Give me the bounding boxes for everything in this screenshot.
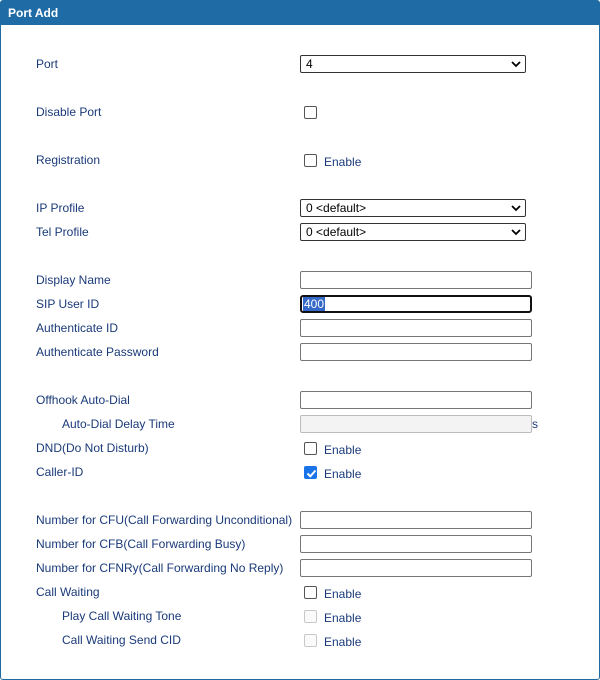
row-port (1, 54, 599, 74)
row-tel-profile (1, 222, 599, 242)
ip-profile-select[interactable] (300, 199, 526, 217)
row-ip-profile (1, 198, 599, 218)
dnd-enable-label: Enable (324, 443, 362, 457)
row-disable-port (1, 102, 599, 122)
call-waiting-send-cid-enable-label: Enable (324, 635, 362, 649)
cfb-input[interactable] (300, 535, 532, 553)
row-authenticate-id (1, 318, 599, 338)
cfu-label: Number for CFU(Call Forwarding Unconditional) (36, 513, 293, 527)
dnd-enable-checkbox[interactable] (304, 442, 317, 455)
row-caller-id (1, 462, 599, 482)
auto-dial-delay-unit: s (532, 417, 538, 431)
cfu-input[interactable] (300, 511, 532, 529)
checkmark-icon (306, 468, 317, 479)
row-cfnry (1, 558, 599, 578)
sip-user-id-label: SIP User ID (36, 297, 100, 311)
call-waiting-label: Call Waiting (36, 585, 100, 599)
row-call-waiting (1, 582, 599, 602)
row-auto-dial-delay-time (1, 414, 599, 434)
disable-port-checkbox[interactable] (304, 106, 317, 119)
port-select-value: 4 (306, 57, 313, 71)
cfnry-input[interactable] (300, 559, 532, 577)
row-call-waiting-send-cid (1, 630, 599, 650)
sip-user-id-value: 400 (304, 297, 325, 311)
registration-label: Registration (36, 153, 101, 167)
display-name-label: Display Name (36, 273, 111, 287)
play-call-waiting-tone-label: Play Call Waiting Tone (62, 609, 182, 623)
panel-title: Port Add (1, 1, 599, 25)
auto-dial-delay-time-input (300, 415, 532, 433)
sip-user-id-input[interactable] (300, 295, 532, 313)
row-offhook-auto-dial (1, 390, 599, 410)
call-waiting-enable-label: Enable (324, 587, 362, 601)
auto-dial-delay-time-label: Auto-Dial Delay Time (62, 417, 175, 431)
authenticate-id-label: Authenticate ID (36, 321, 119, 335)
offhook-auto-dial-label: Offhook Auto-Dial (36, 393, 130, 407)
caller-id-enable-label: Enable (324, 467, 362, 481)
play-call-waiting-tone-checkbox (304, 610, 317, 623)
row-display-name (1, 270, 599, 290)
row-cfb (1, 534, 599, 554)
row-dnd (1, 438, 599, 458)
authenticate-password-label: Authenticate Password (36, 345, 159, 359)
offhook-auto-dial-input[interactable] (300, 391, 532, 409)
row-registration (1, 150, 599, 170)
row-play-call-waiting-tone (1, 606, 599, 626)
row-sip-user-id (1, 294, 599, 314)
call-waiting-send-cid-checkbox (304, 634, 317, 647)
registration-enable-checkbox[interactable] (304, 154, 317, 167)
tel-profile-select-value: 0 <default> (306, 225, 367, 239)
disable-port-label: Disable Port (36, 105, 102, 119)
ip-profile-label: IP Profile (36, 201, 85, 215)
authenticate-password-input[interactable] (300, 343, 532, 361)
call-waiting-send-cid-label: Call Waiting Send CID (62, 633, 181, 647)
chevron-down-icon (511, 227, 521, 237)
port-label: Port (36, 57, 59, 71)
dnd-label: DND(Do Not Disturb) (36, 441, 149, 455)
row-cfu (1, 510, 599, 530)
authenticate-id-input[interactable] (300, 319, 532, 337)
registration-enable-label: Enable (324, 155, 362, 169)
tel-profile-select[interactable] (300, 223, 526, 241)
ip-profile-select-value: 0 <default> (306, 201, 367, 215)
play-call-waiting-tone-enable-label: Enable (324, 611, 362, 625)
cfb-label: Number for CFB(Call Forwarding Busy) (36, 537, 246, 551)
caller-id-enable-checkbox[interactable] (304, 466, 317, 479)
chevron-down-icon (511, 203, 521, 213)
display-name-input[interactable] (300, 271, 532, 289)
row-authenticate-password (1, 342, 599, 362)
tel-profile-label: Tel Profile (36, 225, 89, 239)
chevron-down-icon (511, 59, 521, 69)
port-select[interactable] (300, 55, 526, 73)
caller-id-label: Caller-ID (36, 465, 84, 479)
call-waiting-enable-checkbox[interactable] (304, 586, 317, 599)
cfnry-label: Number for CFNRy(Call Forwarding No Reply) (36, 561, 284, 575)
